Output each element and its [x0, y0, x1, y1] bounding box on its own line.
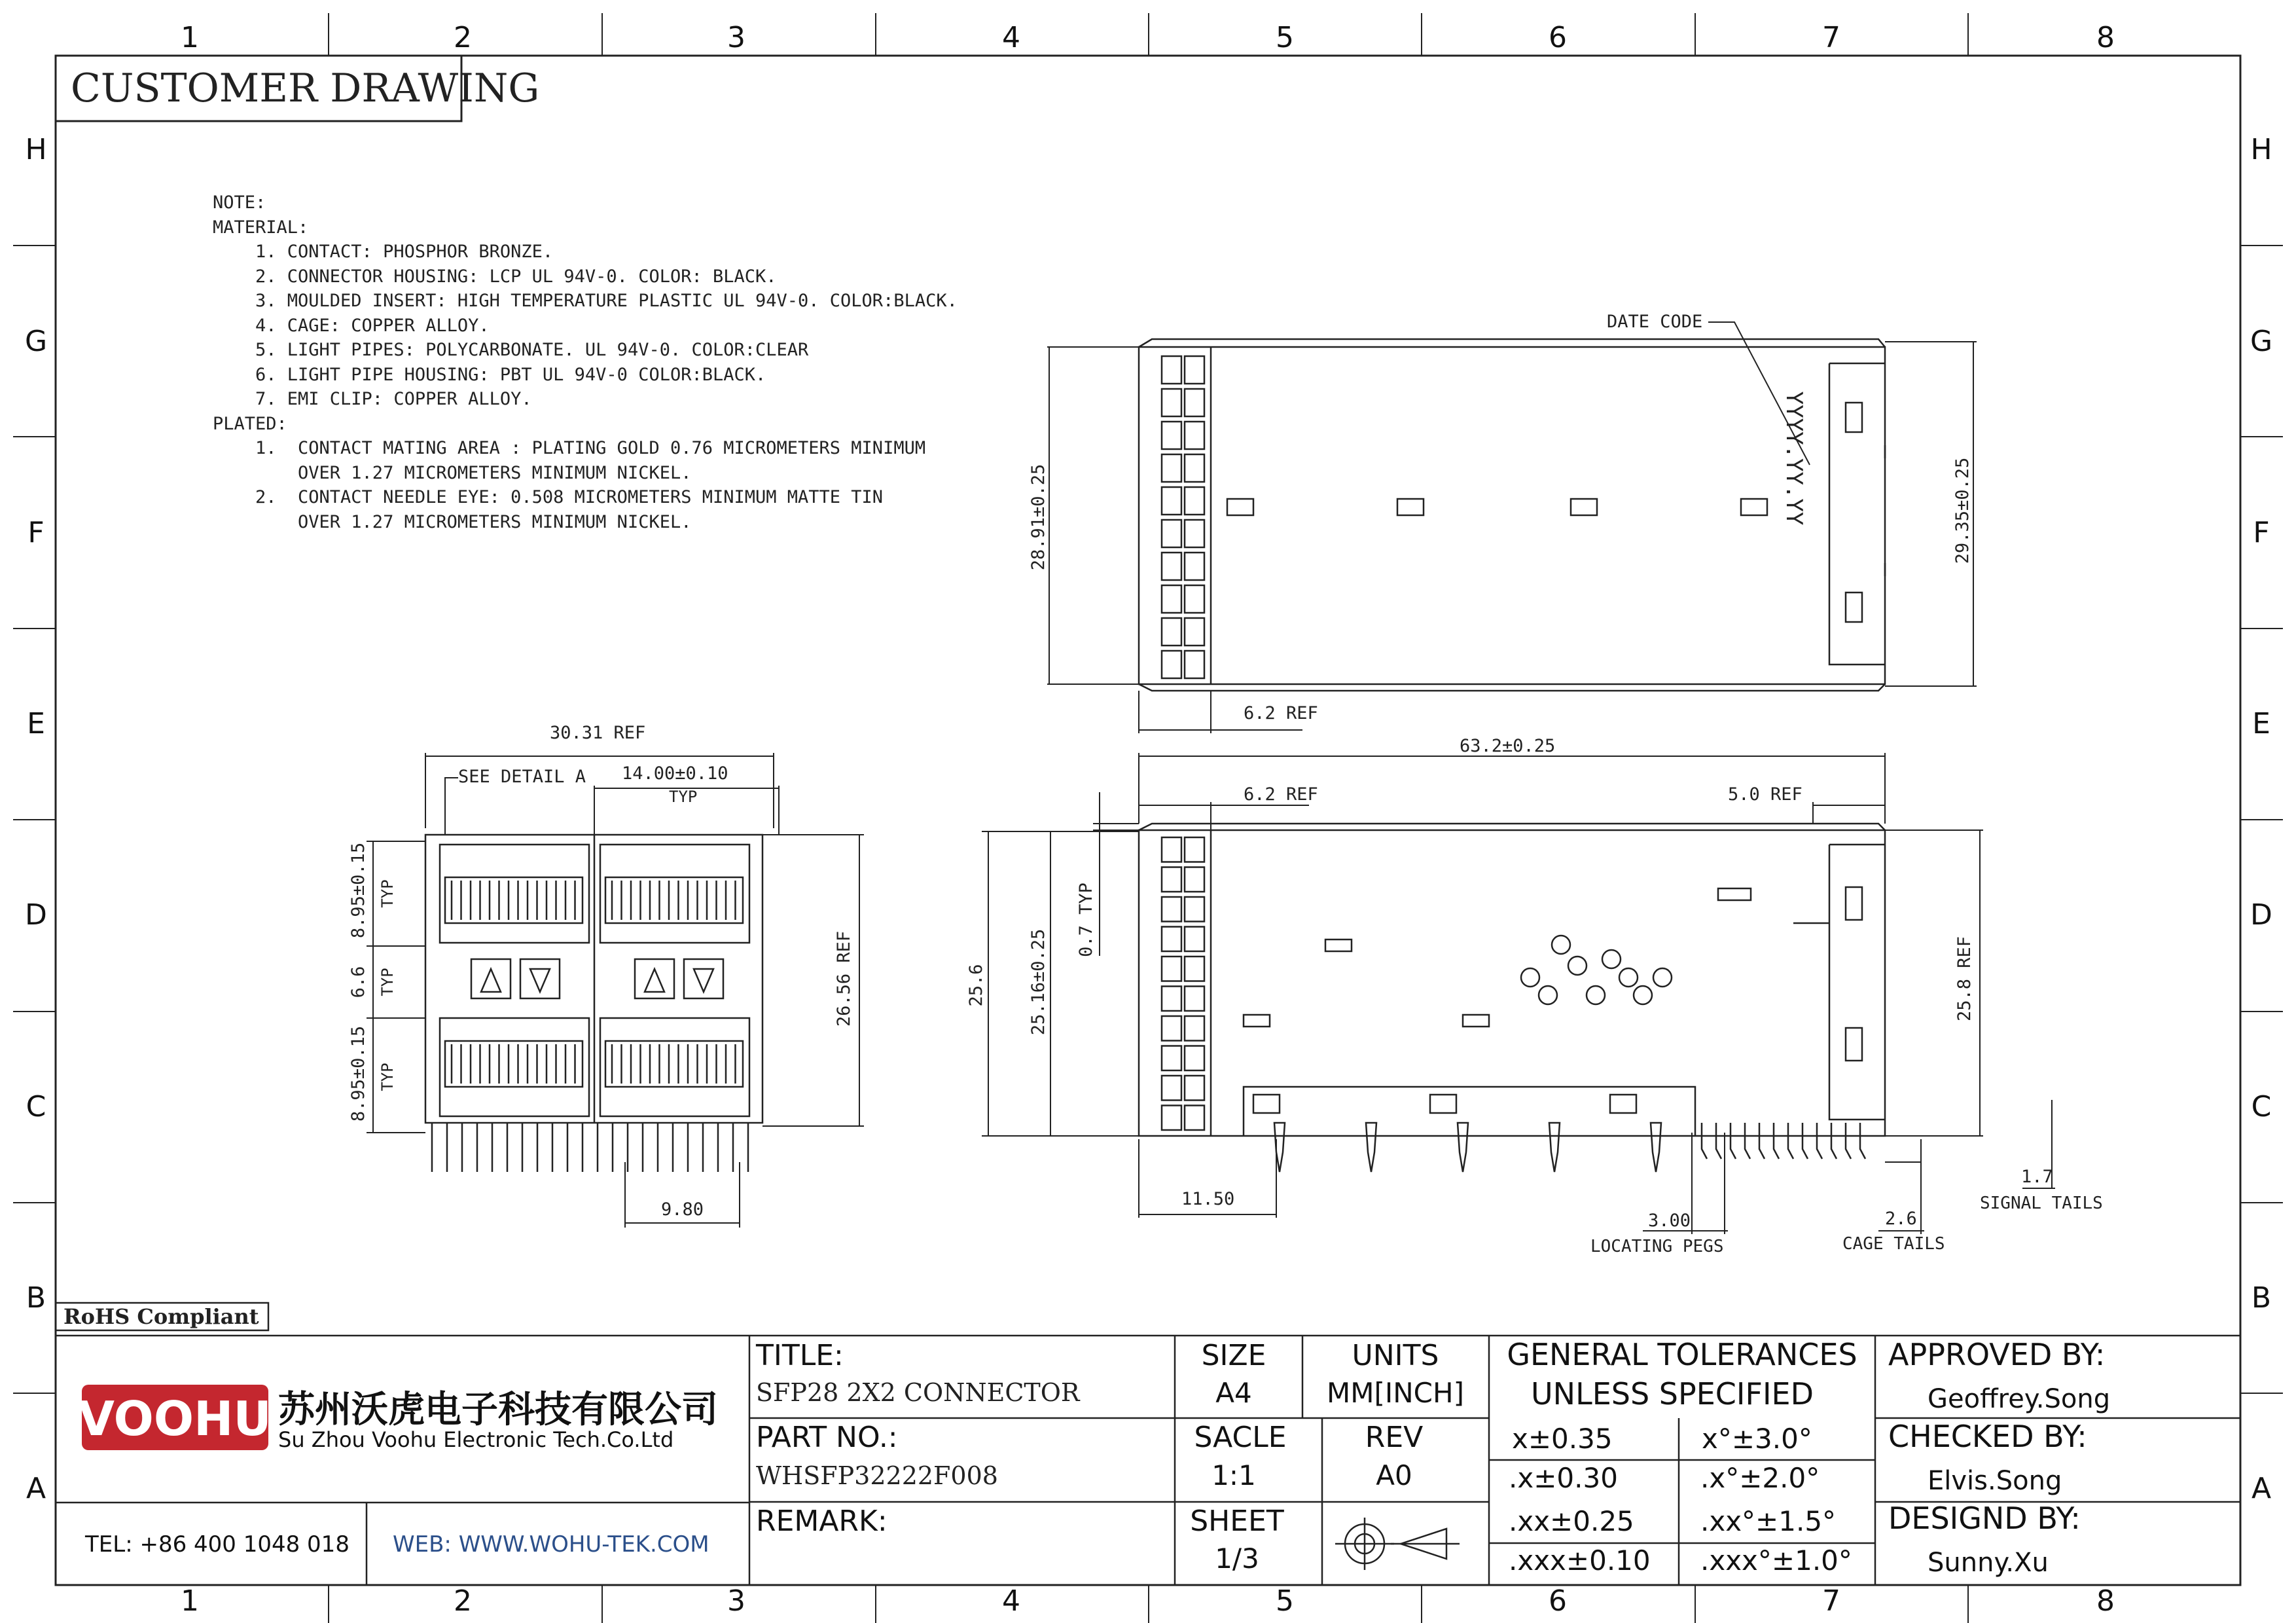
- side-tail: [1860, 1123, 1865, 1159]
- cage-fin: [1185, 618, 1204, 646]
- cage-fin: [1162, 897, 1181, 922]
- dim-side-1150: 11.50: [1181, 1189, 1235, 1209]
- plated-heading: PLATED:: [213, 414, 287, 434]
- units-label: UNITS: [1352, 1339, 1439, 1372]
- rohs-label: RoHS Compliant: [63, 1304, 259, 1329]
- dim-side-height-overall: 25.6: [966, 964, 986, 1007]
- cage-fin: [1162, 422, 1181, 449]
- cage-fin: [1162, 389, 1181, 416]
- title-value: SFP28 2X2 CONNECTOR: [756, 1378, 1080, 1407]
- tolerance-title-1: GENERAL TOLERANCES: [1507, 1337, 1857, 1372]
- contact-web: WEB: WWW.WOHU-TEK.COM: [393, 1531, 709, 1558]
- size-value: A4: [1215, 1377, 1252, 1409]
- side-tail: [1774, 1123, 1779, 1159]
- cage-fin: [1185, 867, 1204, 892]
- cage-fin: [1185, 585, 1204, 613]
- cage-fin: [1162, 867, 1181, 892]
- designed-value: Sunny.Xu: [1928, 1548, 2049, 1578]
- col-label-top-2: 2: [454, 21, 472, 54]
- row-label-left-B: B: [26, 1281, 46, 1315]
- plated-line-3: 2. CONTACT NEEDLE EYE: 0.508 MICROMETERS MINIMUM MATTE TIN: [255, 487, 884, 507]
- col-label-bottom-8: 8: [2096, 1584, 2115, 1618]
- tolerance-3: .x±0.30: [1509, 1462, 1618, 1494]
- dim-side-length: 63.2±0.25: [1460, 736, 1556, 756]
- rev-label: REV: [1365, 1421, 1424, 1454]
- drawing-title: CUSTOMER DRAWING: [71, 65, 540, 111]
- dim-top-ref: 6.2 REF: [1244, 703, 1318, 723]
- side-tail: [1803, 1123, 1808, 1159]
- projection-symbol-icon: [1335, 1518, 1460, 1570]
- material-line-3: 3. MOULDED INSERT: HIGH TEMPERATURE PLASTIC UL 94V-0. COLOR:BLACK.: [255, 291, 958, 311]
- tolerance-8: .xxx°±1.0°: [1700, 1544, 1852, 1577]
- rohs-box: [56, 1303, 268, 1330]
- row-label-left-D: D: [25, 898, 47, 932]
- dim-side-height-body: 25.16±0.25: [1028, 928, 1049, 1036]
- side-tail: [1759, 1123, 1765, 1159]
- row-label-right-G: G: [2250, 325, 2273, 358]
- note-heading: NOTE:: [213, 192, 266, 213]
- col-label-top-1: 1: [181, 21, 199, 54]
- material-line-2: 2. CONNECTOR HOUSING: LCP UL 94V-0. COLOR: BLACK.: [255, 266, 777, 287]
- dim-locating-pegs: 3.00: [1648, 1211, 1691, 1231]
- sheet-label: SHEET: [1190, 1504, 1284, 1538]
- side-tail: [1817, 1123, 1822, 1159]
- cage-fin: [1162, 987, 1181, 1012]
- front-view: [425, 835, 762, 1172]
- col-label-top-5: 5: [1276, 21, 1294, 54]
- cage-fin: [1162, 927, 1181, 952]
- cage-fin: [1185, 1076, 1204, 1101]
- front-view-dims: [367, 753, 864, 1228]
- company-name-en: Su Zhou Voohu Electronic Tech.Co.Ltd: [278, 1427, 674, 1452]
- side-peg: [1458, 1123, 1468, 1172]
- scale-label: SACLE: [1194, 1421, 1287, 1454]
- dim-side-ref-right: 5.0 REF: [1728, 784, 1803, 805]
- notes-block: [213, 192, 958, 532]
- row-label-right-H: H: [2250, 133, 2272, 166]
- col-label-top-8: 8: [2096, 21, 2115, 54]
- tolerance-6: .xx°±1.5°: [1700, 1505, 1837, 1537]
- row-label-left-G: G: [24, 325, 48, 358]
- tolerance-1: x±0.35: [1512, 1423, 1613, 1455]
- port-contact-block: [605, 1041, 743, 1087]
- dim-side-ref-left: 6.2 REF: [1244, 784, 1318, 805]
- cage-fin: [1162, 454, 1181, 482]
- col-label-bottom-7: 7: [1822, 1584, 1840, 1618]
- dim-side-offset: 0.7 TYP: [1076, 883, 1096, 957]
- cage-fin: [1185, 520, 1204, 547]
- cage-fin: [1162, 651, 1181, 678]
- checked-label: CHECKED BY:: [1888, 1419, 2087, 1454]
- title-label: TITLE:: [756, 1339, 844, 1372]
- dim-top-height-right: 29.35±0.25: [1952, 457, 1973, 564]
- col-label-bottom-3: 3: [727, 1584, 745, 1618]
- port-contact-block: [445, 1041, 583, 1087]
- dim-front-pitch-typ: TYP: [669, 788, 698, 806]
- cage-fin: [1162, 1016, 1181, 1041]
- cage-fin: [1185, 553, 1204, 580]
- side-view: [1139, 824, 1885, 1172]
- units-value: MM[INCH]: [1327, 1377, 1464, 1409]
- cage-fin: [1185, 927, 1204, 952]
- cage-fin: [1185, 1106, 1204, 1131]
- material-line-6: 6. LIGHT PIPE HOUSING: PBT UL 94V-0 COLOR:BLACK.: [255, 365, 766, 385]
- side-peg: [1366, 1123, 1376, 1172]
- dim-port-gap-typ: TYP: [378, 968, 397, 996]
- sheet-value: 1/3: [1215, 1542, 1259, 1575]
- dim-front-pitch: 14.00±0.10: [622, 763, 728, 784]
- side-peg: [1651, 1123, 1661, 1172]
- company-name-cn: 苏州沃虎电子科技有限公司: [278, 1389, 718, 1431]
- dim-port-gap: 6.6: [348, 966, 368, 998]
- rev-value: A0: [1376, 1459, 1412, 1491]
- side-tail: [1831, 1123, 1837, 1159]
- col-label-bottom-2: 2: [454, 1584, 472, 1618]
- row-label-left-C: C: [26, 1090, 46, 1123]
- row-label-left-E: E: [27, 707, 45, 740]
- dim-cage-tails: 2.6: [1885, 1209, 1917, 1229]
- label-cage-tails: CAGE TAILS: [1842, 1234, 1945, 1254]
- cage-fin: [1162, 1106, 1181, 1131]
- row-label-right-E: E: [2252, 707, 2270, 740]
- cage-fin: [1185, 957, 1204, 981]
- row-label-right-A: A: [2251, 1472, 2272, 1505]
- logo-text: VOOHU: [78, 1391, 272, 1446]
- side-view-dims: [982, 753, 2055, 1234]
- row-label-right-F: F: [2253, 516, 2270, 549]
- col-label-bottom-6: 6: [1549, 1584, 1567, 1618]
- col-label-top-6: 6: [1549, 21, 1567, 54]
- cage-fin: [1185, 651, 1204, 678]
- dim-port-height-top-typ: TYP: [378, 879, 397, 908]
- cage-fin: [1162, 1076, 1181, 1101]
- col-label-top-7: 7: [1822, 21, 1840, 54]
- cage-fin: [1162, 618, 1181, 646]
- side-peg: [1549, 1123, 1560, 1172]
- cage-fin: [1185, 389, 1204, 416]
- checked-value: Elvis.Song: [1928, 1466, 2062, 1496]
- cage-fin: [1185, 1046, 1204, 1071]
- label-locating-pegs: LOCATING PEGS: [1590, 1237, 1724, 1256]
- material-heading: MATERIAL:: [213, 217, 309, 238]
- remark-label: REMARK:: [756, 1504, 888, 1538]
- cage-fin: [1162, 585, 1181, 613]
- cage-fin: [1185, 837, 1204, 862]
- dim-port-height-top: 8.95±0.15: [348, 842, 368, 939]
- cage-fin: [1162, 1046, 1181, 1071]
- row-label-right-D: D: [2250, 898, 2272, 932]
- cage-fin: [1185, 356, 1204, 384]
- approved-value: Geoffrey.Song: [1928, 1384, 2111, 1414]
- side-tail: [1716, 1123, 1721, 1159]
- cage-fin: [1162, 837, 1181, 862]
- plated-line-1: 1. CONTACT MATING AREA : PLATING GOLD 0.76 MICROMETERS MINIMUM: [255, 438, 926, 458]
- plated-line-4: OVER 1.27 MICROMETERS MINIMUM NICKEL.: [255, 512, 692, 532]
- cage-fin: [1185, 487, 1204, 515]
- col-label-top-3: 3: [727, 21, 745, 54]
- contact-tel: TEL: +86 400 1048 018: [85, 1531, 350, 1558]
- cage-fin: [1162, 553, 1181, 580]
- designed-label: DESIGND BY:: [1888, 1501, 2081, 1536]
- see-detail-a: SEE DETAIL A: [458, 767, 586, 787]
- label-signal-tails: SIGNAL TAILS: [1980, 1194, 2103, 1213]
- size-label: SIZE: [1201, 1339, 1266, 1372]
- cage-fin: [1162, 487, 1181, 515]
- side-tail: [1731, 1123, 1736, 1159]
- tolerance-title-2: UNLESS SPECIFIED: [1531, 1376, 1814, 1412]
- title-block: [56, 1336, 2240, 1585]
- row-label-right-B: B: [2251, 1281, 2272, 1315]
- col-label-bottom-1: 1: [181, 1584, 199, 1618]
- dim-peg-spacing: 9.80: [661, 1199, 704, 1220]
- dim-port-height-bottom: 8.95±0.15: [348, 1025, 368, 1122]
- tolerance-5: .xx±0.25: [1509, 1505, 1634, 1537]
- dim-front-width: 30.31 REF: [550, 723, 646, 743]
- company-logo: [78, 1385, 272, 1450]
- date-code-mark: YYYY.YY.YY: [1781, 391, 1807, 526]
- material-line-7: 7. EMI CLIP: COPPER ALLOY.: [255, 389, 532, 409]
- side-tail: [1702, 1123, 1707, 1159]
- row-label-left-F: F: [27, 516, 45, 549]
- cage-fin: [1185, 1016, 1204, 1041]
- top-view: [1139, 339, 1885, 691]
- row-label-left-H: H: [25, 133, 47, 166]
- col-label-bottom-4: 4: [1002, 1584, 1020, 1618]
- col-label-bottom-5: 5: [1276, 1584, 1294, 1618]
- col-label-top-4: 4: [1002, 21, 1020, 54]
- drawing-title-box: [56, 56, 539, 121]
- cage-fin: [1162, 356, 1181, 384]
- port-contact-block: [445, 877, 583, 923]
- material-line-5: 5. LIGHT PIPES: POLYCARBONATE. UL 94V-0. COLOR:CLEAR: [255, 340, 809, 360]
- row-label-right-C: C: [2251, 1090, 2272, 1123]
- tolerance-7: .xxx±0.10: [1509, 1544, 1651, 1577]
- tolerance-4: .x°±2.0°: [1700, 1462, 1820, 1494]
- cage-fin: [1185, 454, 1204, 482]
- cage-fin: [1185, 987, 1204, 1012]
- approved-label: APPROVED BY:: [1888, 1337, 2106, 1372]
- cage-fin: [1185, 422, 1204, 449]
- plated-line-2: OVER 1.27 MICROMETERS MINIMUM NICKEL.: [255, 463, 692, 483]
- dim-top-height-left: 28.91±0.25: [1028, 464, 1049, 571]
- date-code-label: DATE CODE: [1607, 312, 1703, 332]
- dim-front-overall-height: 26.56 REF: [834, 930, 854, 1027]
- dim-port-height-bottom-typ: TYP: [378, 1063, 397, 1091]
- dim-side-height-right: 25.8 REF: [1954, 936, 1975, 1022]
- scale-value: 1:1: [1211, 1459, 1256, 1491]
- material-line-4: 4. CAGE: COPPER ALLOY.: [255, 316, 490, 336]
- side-tail: [1846, 1123, 1851, 1159]
- dim-signal-tails: 1.7: [2021, 1167, 2053, 1187]
- side-tail: [1745, 1123, 1750, 1159]
- part-no-label: PART NO.:: [756, 1421, 898, 1454]
- part-no-value: WHSFP32222F008: [756, 1461, 998, 1490]
- port-contact-block: [605, 877, 743, 923]
- cage-fin: [1185, 897, 1204, 922]
- material-line-1: 1. CONTACT: PHOSPHOR BRONZE.: [255, 242, 554, 262]
- side-tail: [1788, 1123, 1793, 1159]
- tolerance-2: x°±3.0°: [1702, 1423, 1812, 1455]
- cage-fin: [1162, 520, 1181, 547]
- cage-fin: [1162, 957, 1181, 981]
- row-label-left-A: A: [26, 1472, 46, 1505]
